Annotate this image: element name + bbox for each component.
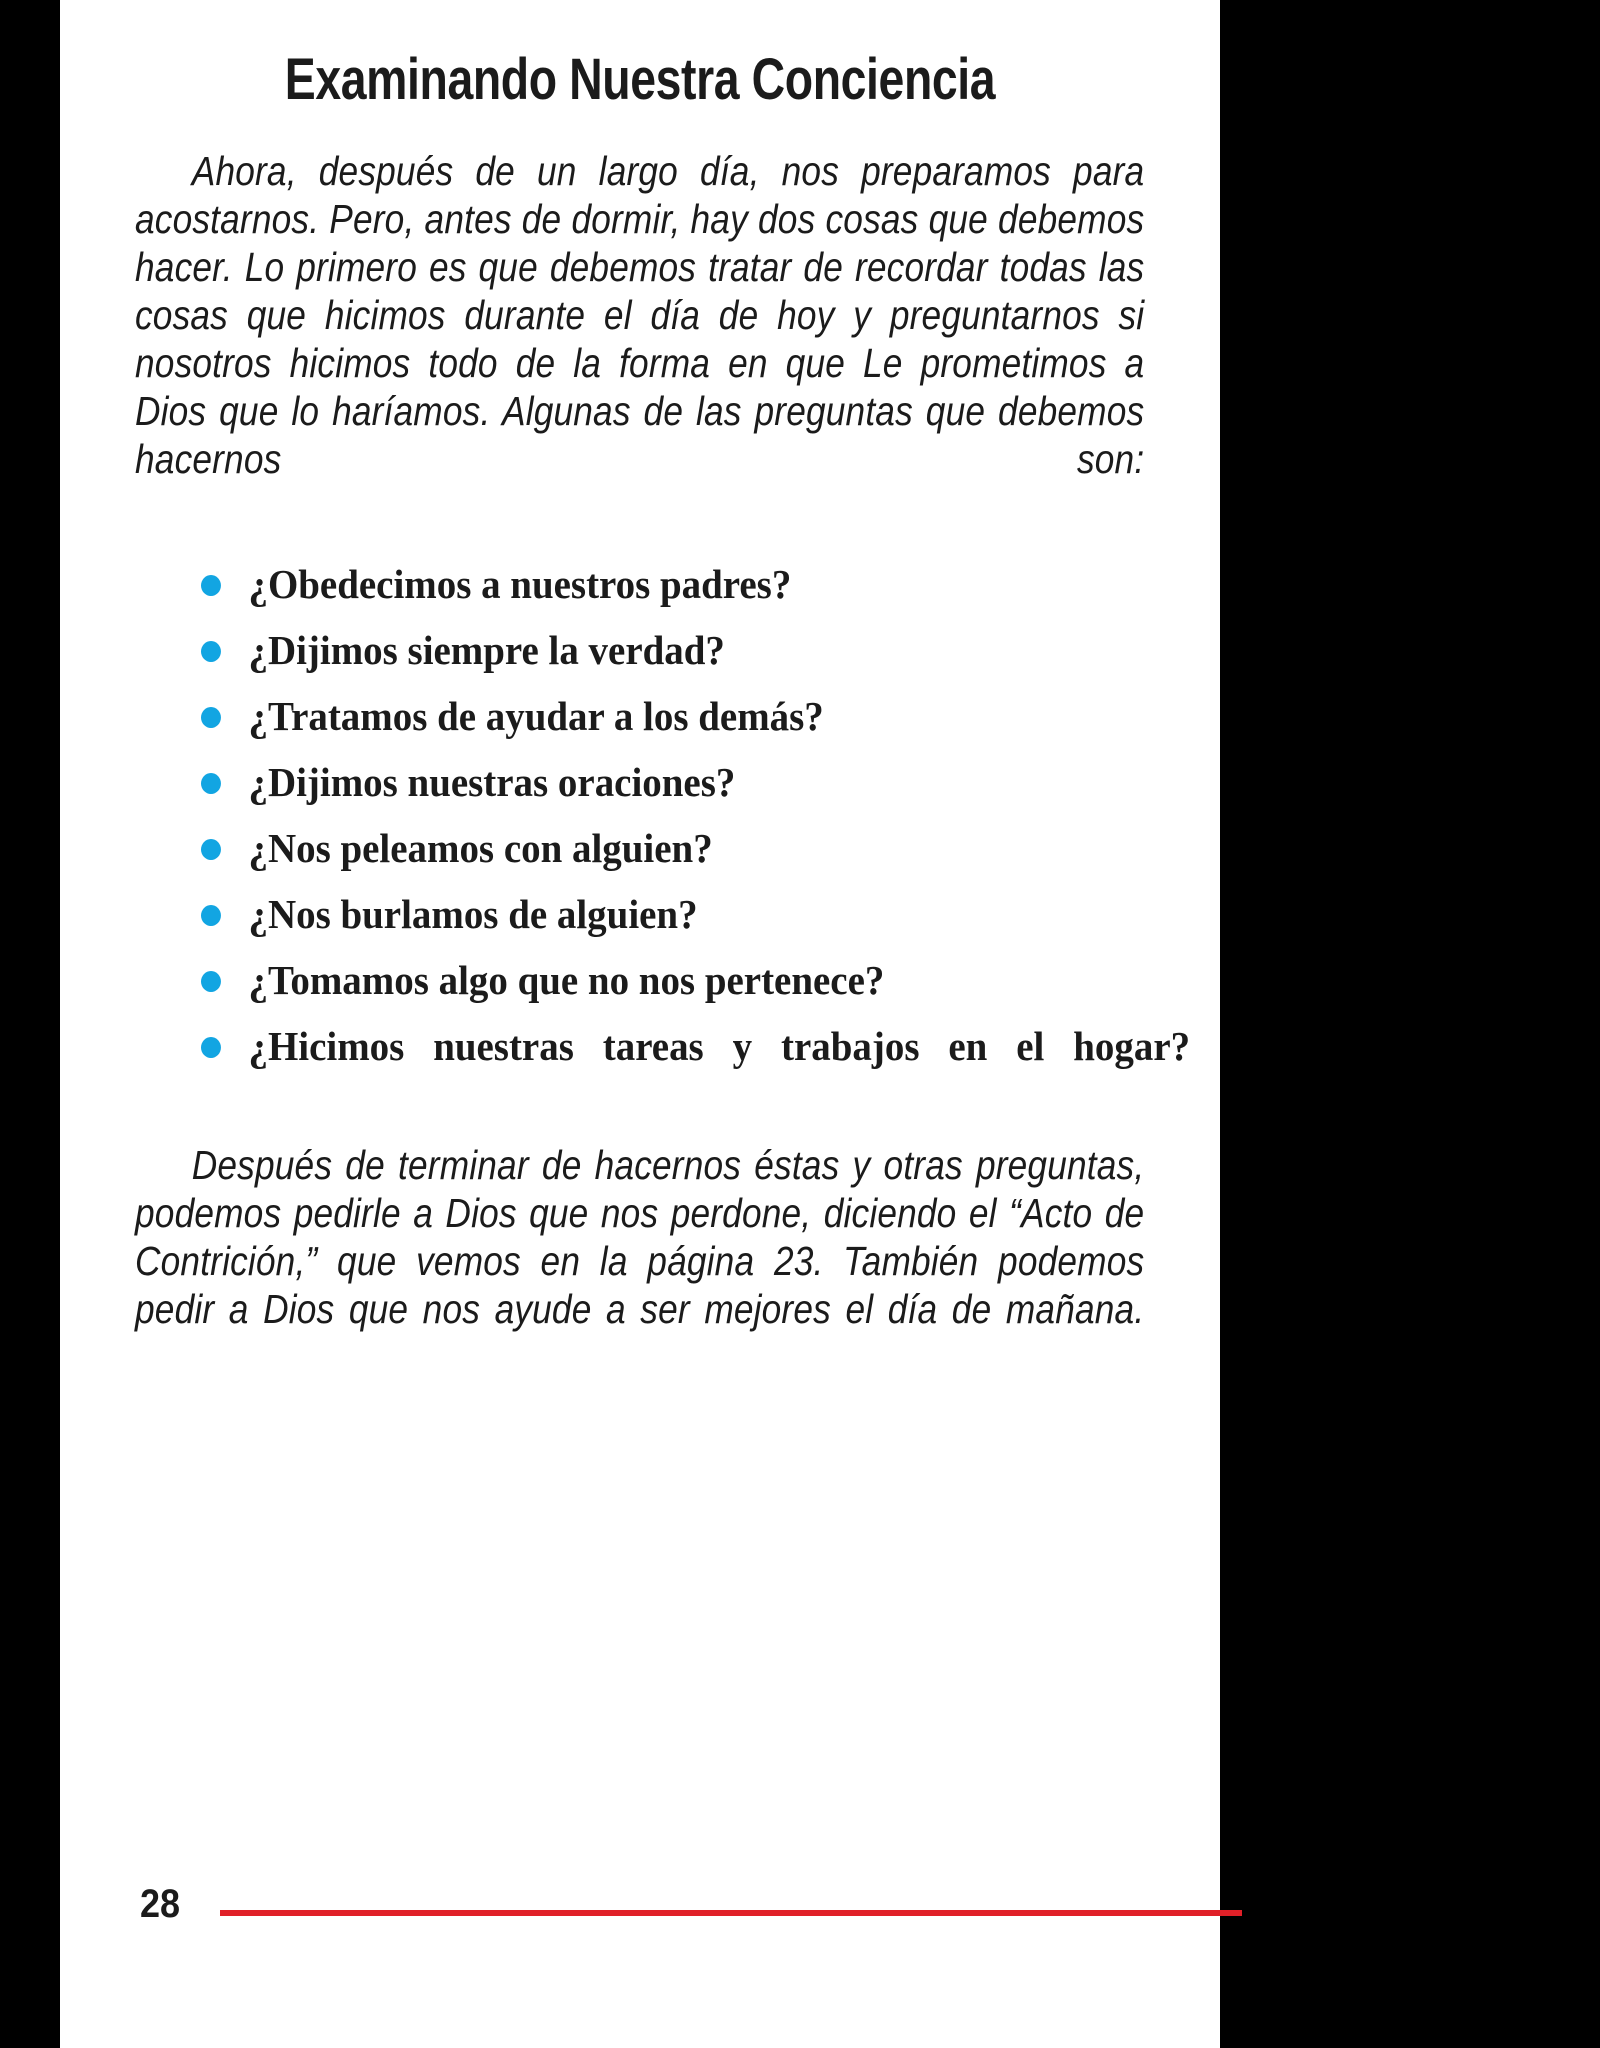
- list-item-label: ¿Dijimos siempre la verdad?: [248, 626, 725, 673]
- bullet-dot-icon: [201, 641, 221, 662]
- list-item-label: ¿Dijimos nuestras oraciones?: [248, 758, 736, 805]
- intro-paragraph: Ahora, después de un largo día, nos preparamos para acostarnos. Pero, antes de dormir, hay dos cosas que debemos hacer. Lo primero es que debemos tratar de recordar todas las cosas que hicimos durante el día de hoy y preguntarnos si nosotros hicimos todo de la forma en que Le prometimos a Dios que lo haríamos. Algunas de las preguntas que debemos hacernos son:: [135, 147, 1145, 482]
- list-item: [201, 1023, 1190, 1115]
- list-item-label: ¿Obedecimos a nuestros padres?: [248, 560, 792, 607]
- list-item-label: ¿Hicimos nuestras tareas y trabajos en el hogar?: [248, 1022, 1191, 1069]
- bullet-dot-icon: [201, 773, 221, 794]
- bullet-dot-icon: [201, 905, 221, 926]
- list-item: [201, 891, 1190, 937]
- page-content: [135, 47, 1191, 1381]
- list-item-label: ¿Tratamos de ayudar a los demás?: [248, 692, 824, 739]
- list-item: [201, 561, 1190, 607]
- list-item: [201, 957, 1190, 1003]
- list-item-label: ¿Tomamos algo que no nos pertenece?: [248, 956, 885, 1003]
- list-item-label: ¿Nos peleamos con alguien?: [248, 824, 713, 871]
- bullet-dot-icon: [201, 971, 221, 992]
- list-item: [201, 627, 1190, 673]
- list-item-label: ¿Nos burlamos de alguien?: [248, 890, 698, 937]
- footer-divider: [220, 1910, 1242, 1916]
- examination-questions-list: [135, 560, 1191, 1115]
- bullet-dot-icon: [201, 707, 221, 728]
- page-number: 28: [140, 1882, 181, 1926]
- list-item: [201, 693, 1190, 739]
- page-title: Examinando Nuestra Conciencia: [284, 47, 996, 112]
- bullet-dot-icon: [201, 839, 221, 860]
- closing-paragraph: Después de terminar de hacernos éstas y otras preguntas, podemos pedirle a Dios que nos perdone, diciendo el “Acto de Contrición,” que vemos en la página 23. También podemos pedir a Dios que nos ayude a ser mejores el día de mañana.: [135, 1141, 1145, 1332]
- bullet-dot-icon: [201, 1037, 221, 1058]
- page-sheet: [60, 0, 1220, 2048]
- list-item: [201, 759, 1190, 805]
- bullet-dot-icon: [201, 575, 221, 596]
- page-footer: [120, 1884, 1280, 1924]
- list-item: [201, 825, 1190, 871]
